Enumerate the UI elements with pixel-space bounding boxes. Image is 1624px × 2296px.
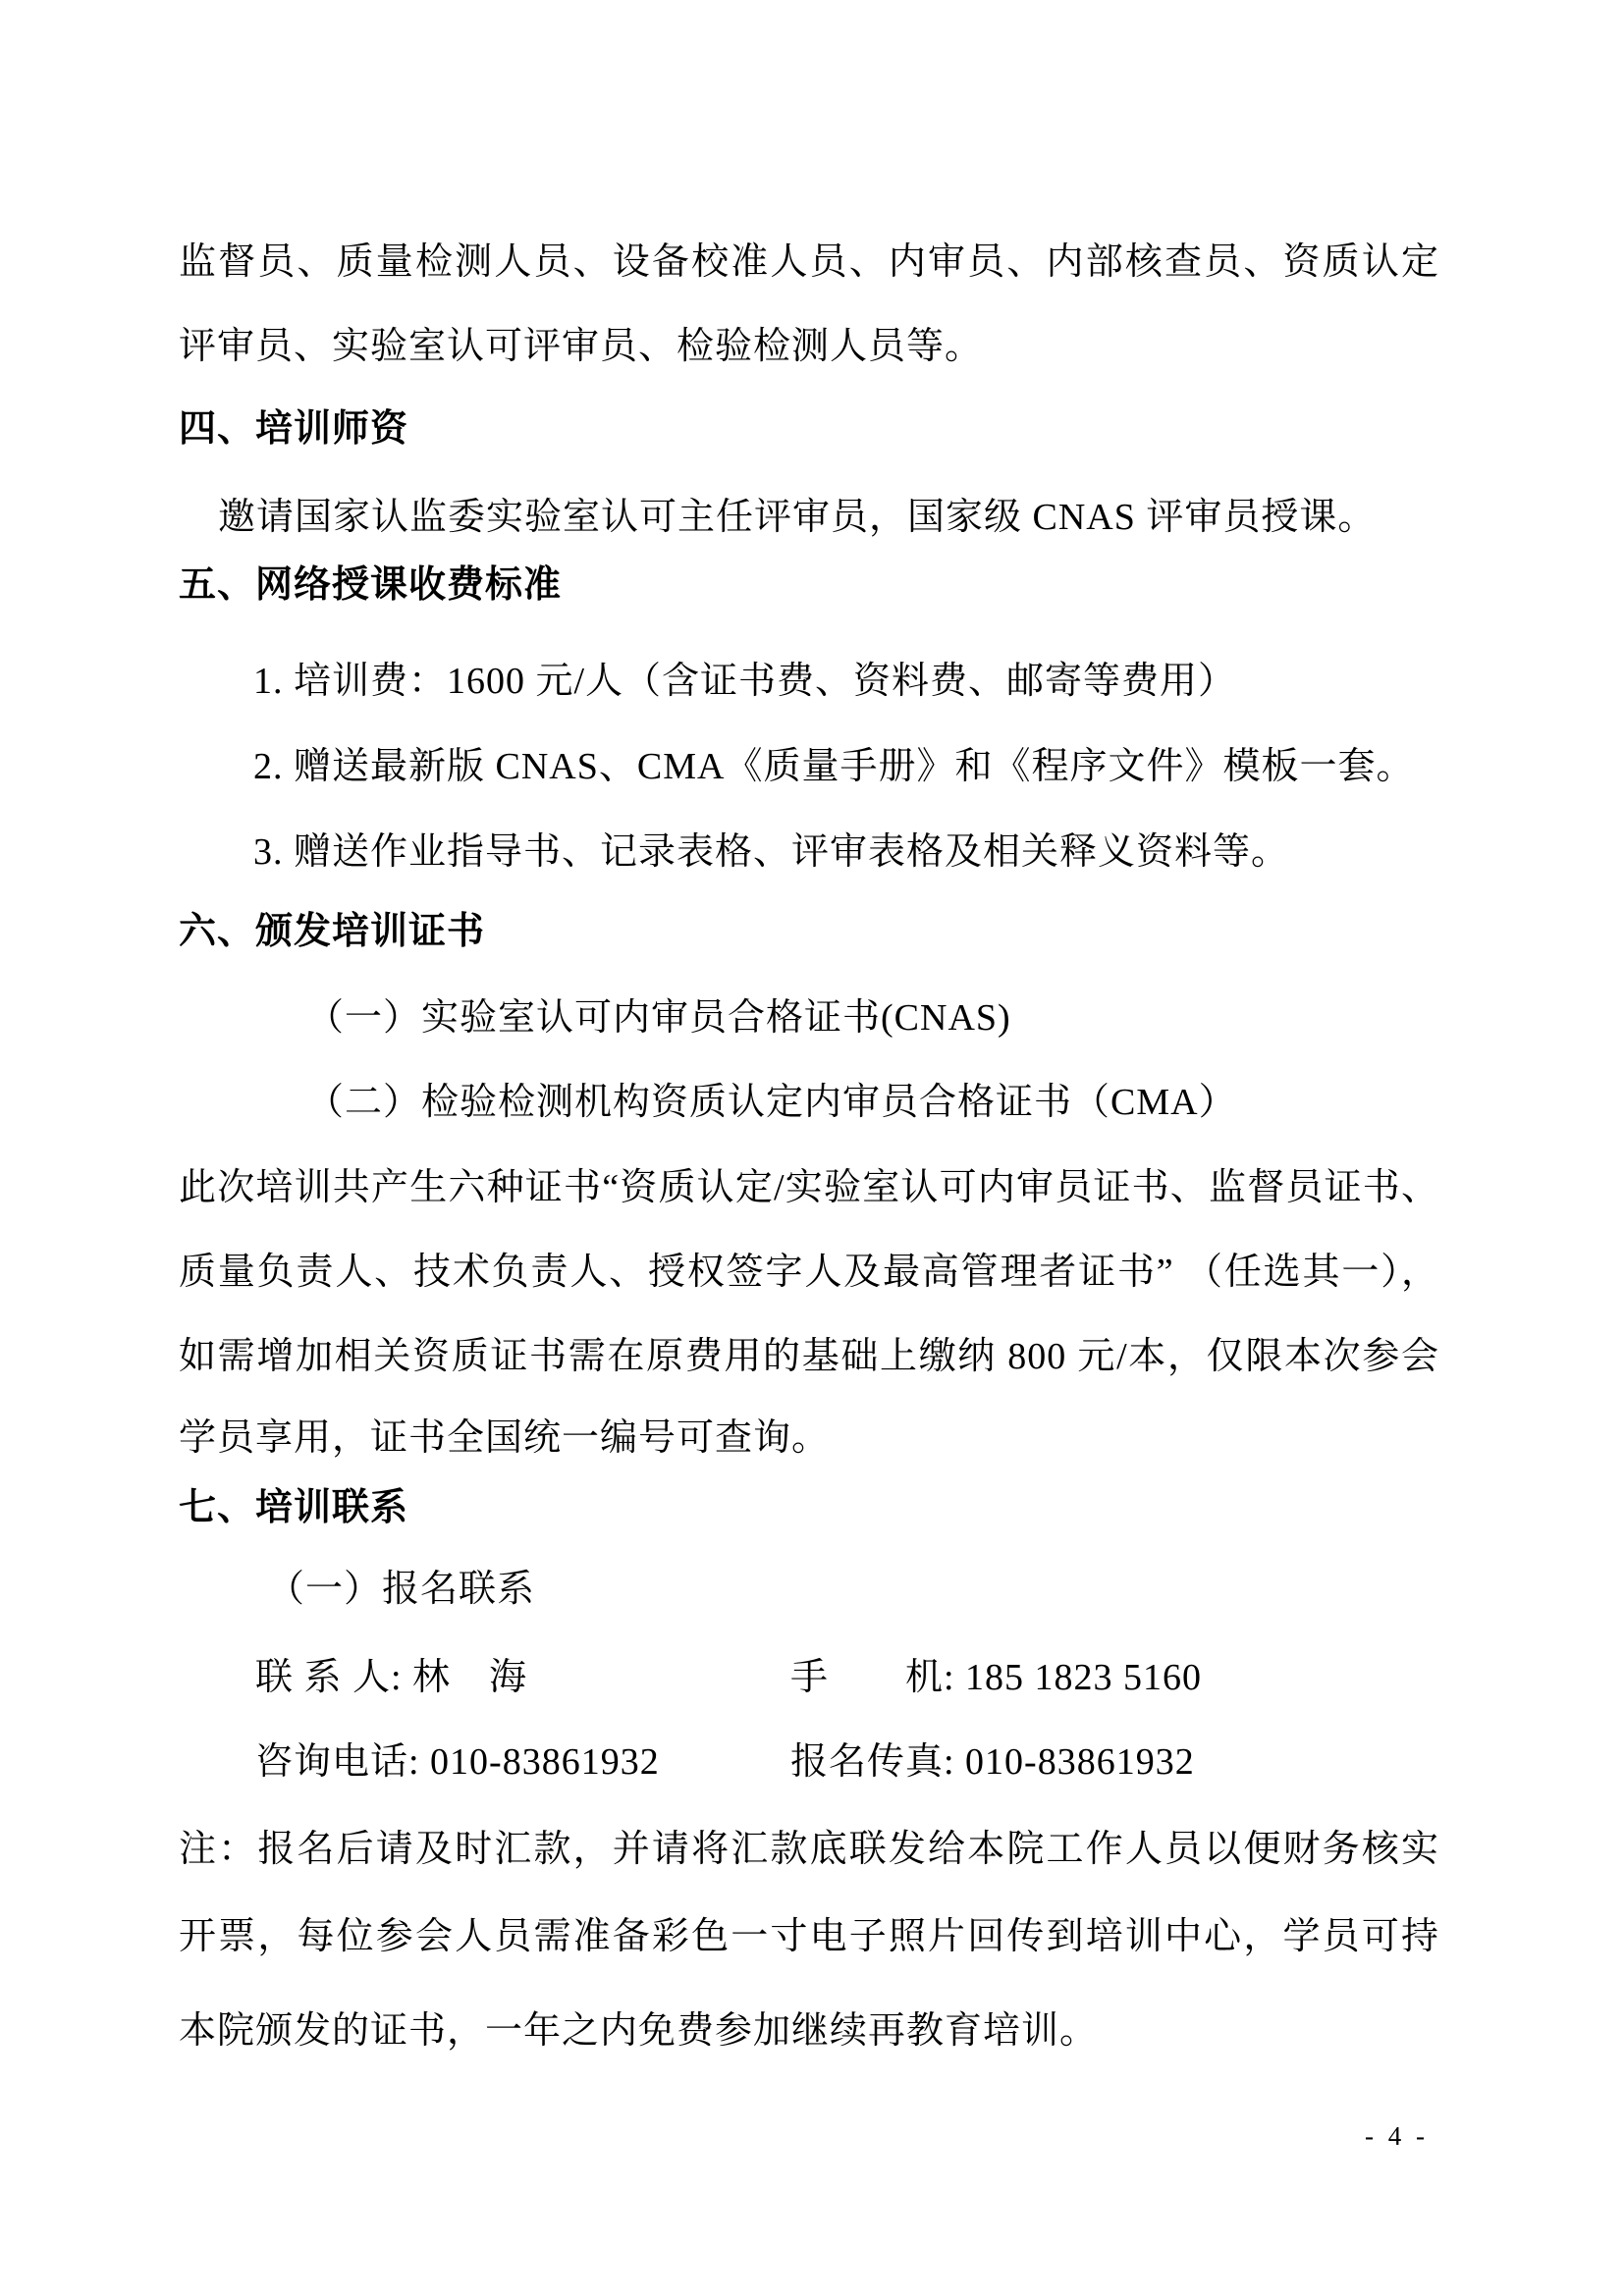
section-heading-7: 七、培训联系 <box>179 1487 409 1528</box>
certificate-note-line-3: 如需增加相关资质证书需在原费用的基础上缴纳 800 元/本，仅限本次参会 <box>179 1336 1439 1377</box>
fee-item-3: 3. 赠送作业指导书、记录表格、评审表格及相关释义资料等。 <box>253 831 1290 873</box>
section-heading-6: 六、颁发培训证书 <box>179 911 486 952</box>
certificate-note-line-2: 质量负责人、技术负责人、授权签字人及最高管理者证书” （任选其一）， <box>179 1252 1439 1293</box>
contact-tel-label: 咨询电话: 010-83861932 <box>255 1741 660 1783</box>
certificate-note-line-4: 学员享用，证书全国统一编号可查询。 <box>179 1417 831 1459</box>
section-heading-4: 四、培训师资 <box>179 408 409 450</box>
section-heading-5: 五、网络授课收费标准 <box>179 564 563 606</box>
page-number: - 4 - <box>1365 2121 1429 2151</box>
fee-item-2: 2. 赠送最新版 CNAS、CMA《质量手册》和《程序文件》模板一套。 <box>253 746 1415 787</box>
registration-subheading: （一）报名联系 <box>267 1569 536 1610</box>
certificate-item-2: （二）检验检测机构资质认定内审员合格证书（CMA） <box>306 1082 1237 1123</box>
intro-line-2: 评审员、实验室认可评审员、检验检测人员等。 <box>179 326 984 367</box>
contact-fax-label: 报名传真: 010-83861932 <box>790 1741 1195 1783</box>
contact-mobile-label: 手 机: 185 1823 5160 <box>790 1657 1203 1698</box>
contact-person-label: 联 系 人: 林 海 <box>255 1657 528 1698</box>
certificate-item-1: （一）实验室认可内审员合格证书(CNAS) <box>306 997 1011 1039</box>
fee-item-1: 1. 培训费：1600 元/人（含证书费、资料费、邮寄等费用） <box>253 661 1237 702</box>
contact-row-tel-fax <box>179 1739 1516 1785</box>
intro-line-1: 监督员、质量检测人员、设备校准人员、内审员、内部核查员、资质认定 <box>179 241 1439 283</box>
remark-line-3: 本院颁发的证书，一年之内免费参加继续再教育培训。 <box>179 2010 1099 2052</box>
contact-row-name-phone <box>179 1655 1516 1700</box>
section-4-body: 邀请国家认监委实验室认可主任评审员，国家级 CNAS 评审员授课。 <box>218 497 1377 538</box>
certificate-note-line-1: 此次培训共产生六种证书“资质认定/实验室认可内审员证书、监督员证书、 <box>179 1167 1439 1208</box>
remark-line-1: 注：报名后请及时汇款，并请将汇款底联发给本院工作人员以便财务核实 <box>179 1829 1439 1870</box>
remark-line-2: 开票，每位参会人员需准备彩色一寸电子照片回传到培训中心，学员可持 <box>179 1916 1439 1957</box>
